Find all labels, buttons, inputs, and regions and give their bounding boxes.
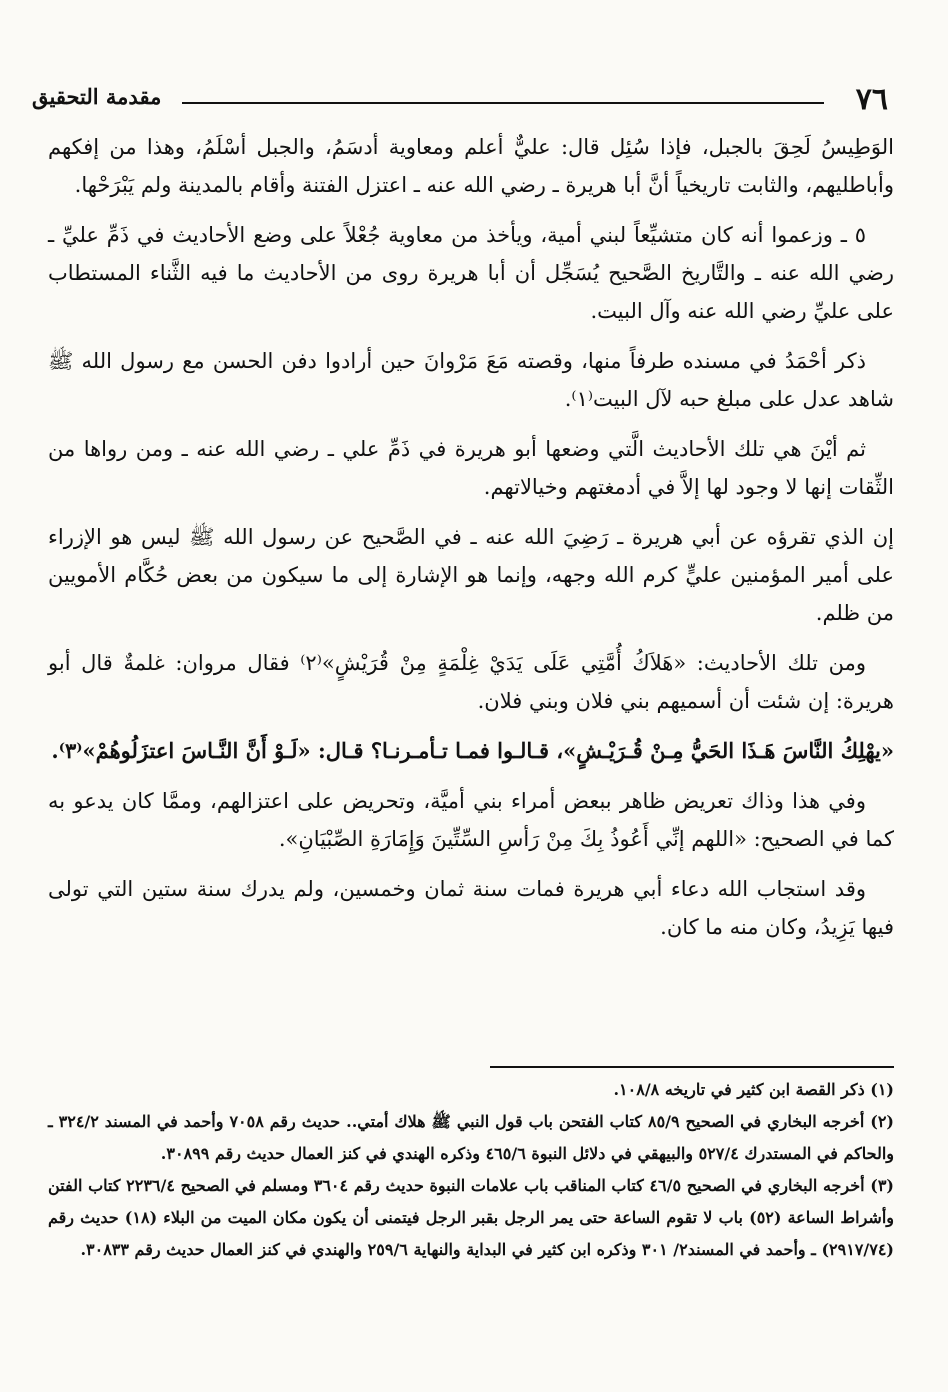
page-header bbox=[32, 80, 888, 120]
main-text bbox=[48, 128, 894, 958]
footnote: (٣) أخرجه البخاري في الصحيح ٤٦/٥ كتاب المناقب باب علامات النبوة حديث رقم ٣٦٠٤ ومسلم في الصحيح ٢٢٣٦/٤ كتاب الفتن وأشراط الساعة (٥٢) باب لا تقوم الساعة حتى يمر الرجل بقبر الرجل فيتمنى أن يكون مكان الميت من البلاء (١٨) حديث رقم (٢٩١٧/٧٤) ـ وأحمد في المسند٢/ ٣٠١ وذكره ابن كثير في البداية والنهاية ٢٥٩/٦ والهندي في كنز العمال حديث رقم ٣٠٨٣٣. bbox=[48, 1176, 895, 1259]
footnotes bbox=[48, 1074, 894, 1266]
paragraph: ٥ ـ وزعموا أنه كان متشيِّعاً لبني أمية، ويأخذ من معاوية جُعْلاً على وضع الأحاديث في ذَمِّ عليِّ ـ رضي الله عنه ـ والتَّاريخ الصَّحيح يُسَجِّل أن أبا هريرة روى من الأحاديث ما فيه الثَّناء المستطاب على عليِّ رضي الله عنه وآل البيت. bbox=[48, 223, 894, 323]
paragraph: «يهْلِكُ النَّاسَ هَـذَا الحَيُّ مِـنْ قُـرَيْـشٍ»، قـالـوا فمـا تـأمـرنـا؟ قـال: «لَـوْ أَنَّ النَّـاسَ اعتزَلُوهُمْ»⁽٣⁾. bbox=[51, 738, 894, 763]
paragraph: ومن تلك الأحاديث: «هَلاَكُ أُمَّتِي عَلَى يَدَيْ غِلْمَةٍ مِنْ قُرَيْشٍ»⁽٢⁾ فقال مروان: غلمةٌ قال أبو هريرة: إن شئت أن أسميهم بني فلان وبني فلان. bbox=[48, 651, 894, 713]
paragraph: الوَطِيسُ لَحِقَ بالجبل، فإذا سُئِل قال: عليٌّ أعلم ومعاوية أدسَمُ، والجبل أسْلَمُ، وهذا من إفكهم وأباطليهم، والثابت تاريخياً أنَّ أبا هريرة ـ رضي الله عنه ـ اعتزل الفتنة وأقام بالمدينة ولم يَبْرَحْها. bbox=[48, 135, 894, 197]
paragraph: ذكر أحْمَدُ في مسنده طرفاً منها، وقصته مَعَ مَرْوانَ حين أرادوا دفن الحسن مع رسول الله ﷺ شاهد عدل على مبلغ حبه لآل البيت⁽١⁾. bbox=[48, 349, 894, 411]
paragraph: وقد استجاب الله دعاء أبي هريرة فمات سنة ثمان وخمسين، ولم يدرك سنة ستين التي تولى فيها يَزِيدُ، وكان منه ما كان. bbox=[48, 877, 894, 939]
header-rule bbox=[182, 102, 824, 104]
footnote: (٢) أخرجه البخاري في الصحيح ٨٥/٩ كتاب الفتحن باب قول النبي ﷺ هلاك أمتي.. حديث رقم ٧٠٥٨ وأحمد في المسند ٣٢٤/٢ ـ والحاكم في المستدرك ٥٢٧/٤ والبيهقي في دلائل النبوة ٤٦٥/٦ وذكره الهندي في كنز العمال حديث رقم ٣٠٨٩٩. bbox=[48, 1112, 894, 1163]
footnote: (١) ذكر القصة ابن كثير في تاريخه ١٠٨/٨. bbox=[613, 1080, 894, 1099]
paragraph: إن الذي تقرؤه عن أبي هريرة ـ رَضِيَ الله عنه ـ في الصَّحيح عن رسول الله ﷺ ليس هو الإزراء على أمير المؤمنين عليٍّ كرم الله وجهه، وإنما هو الإشارة إلى ما سيكون من بعض حُكَّام الأمويين من ظلم. bbox=[48, 525, 894, 625]
paragraph: وفي هذا وذاك تعريض ظاهر ببعض أمراء بني أميَّة، وتحريض على اعتزالهم، وممَّا كان يدعو به كما في الصحيح: «اللهم إنِّي أَعُوذُ بِكَ مِنْ رَأسِ السِّتِّينَ وَإِمَارَةِ الصِّبْيَانِ». bbox=[48, 789, 894, 851]
footnote-separator bbox=[490, 1066, 894, 1068]
paragraph: ثم أيْنَ هي تلك الأحاديث الَّتي وضعها أبو هريرة في ذَمِّ علي ـ رضي الله عنه ـ ومن رواها من الثِّقات إنها لا وجود لها إلاَّ في أدمغتهم وخيالاتهم. bbox=[48, 437, 894, 499]
page-number: ٧٦ bbox=[855, 82, 888, 117]
running-title: مقدمة التحقيق bbox=[32, 84, 162, 109]
